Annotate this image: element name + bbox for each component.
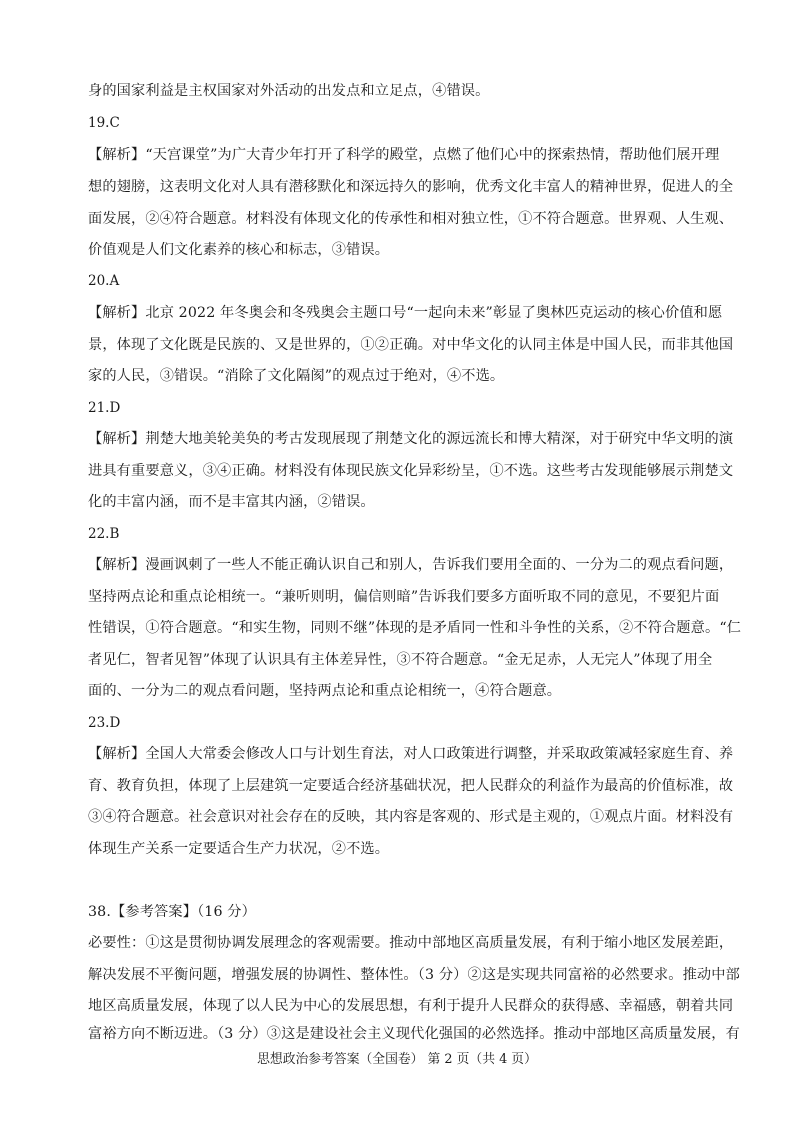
text-line: 地区高质量发展，体现了以人民为中心的发展思想，有利于提升人民群众的获得感、幸福感，朝着共同 (88, 998, 734, 1014)
text-line: 者见仁，智者见智”体现了认识具有主体差异性，③不符合题意。“金无足赤，人无完人”体现了用全 (88, 652, 713, 668)
section-heading: 38.【参考答案】（16 分） (88, 904, 256, 920)
text-line: 富裕方向不断迈进。（3 分）③这是建设社会主义现代化强国的必然选择。推动中部地区高质量发展，有 (88, 1026, 740, 1042)
text-line: 【解析】漫画讽刺了一些人不能正确认识自己和别人，告诉我们要用全面的、一分为二的观点看问题， (88, 557, 734, 573)
question-number: 20.A (88, 273, 120, 289)
text-line: ③④符合题意。社会意识对社会存在的反映，其内容是客观的、形式是主观的，①观点片面。材料没有 (88, 809, 734, 825)
text-line: 必要性：①这是贯彻协调发展理念的客观需要。推动中部地区高质量发展，有利于缩小地区发展差距， (88, 935, 734, 951)
text-line: 化的丰富内涵，而不是丰富其内涵，②错误。 (88, 494, 375, 510)
text-line: 进具有重要意义，③④正确。材料没有体现民族文化异彩纷呈，①不选。这些考古发现能够展示荆楚文 (88, 463, 734, 479)
page-footer: 思想政治参考答案（全国卷） 第 2 页（共 4 页） (257, 1052, 537, 1067)
text-line: 性错误，①符合题意。“和实生物，同则不继”体现的是矛盾同一性和斗争性的关系，②不符合题意。“仁 (88, 620, 742, 636)
text-line: 【解析】荆楚大地美轮美奂的考古发现展现了荆楚文化的源远流长和博大精深，对于研究中华文明的演 (88, 431, 734, 447)
text-line: 身的国家利益是主权国家对外活动的出发点和立足点，④错误。 (88, 83, 490, 99)
question-number: 23.D (88, 715, 121, 731)
text-line: 面的、一分为二的观点看问题，坚持两点论和重点论相统一，④符合题意。 (88, 683, 562, 699)
text-line: 价值观是人们文化素养的核心和标志，③错误。 (88, 242, 390, 258)
text-line: 【解析】北京 2022 年冬奥会和冬残奥会主题口号“一起向未来”彰显了奥林匹克运动的核心价值和愿 (88, 305, 723, 321)
text-line: 体现生产关系一定要适合生产力状况，②不选。 (88, 841, 390, 857)
text-line: 【解析】全国人大常委会修改人口与计划生育法，对人口政策进行调整，并采取政策减轻家庭生育、养 (88, 746, 734, 762)
text-line: 【解析】“天宫课堂”为广大青少年打开了科学的殿堂，点燃了他们心中的探索热情，帮助他们展开理 (88, 147, 720, 163)
text-line: 育、教育负担，体现了上层建筑一定要适合经济基础状况，把人民群众的利益作为最高的价值标准，故 (88, 778, 734, 794)
text-line: 景，体现了文化既是民族的、又是世界的，①②正确。对中华文化的认同主体是中国人民，而非其他国 (88, 337, 734, 353)
question-number: 21.D (88, 400, 121, 416)
question-number: 19.C (88, 115, 120, 131)
text-line: 想的翅膀，这表明文化对人具有潜移默化和深远持久的影响，优秀文化丰富人的精神世界，促进人的全 (88, 179, 734, 195)
text-line: 家的人民，③错误。“消除了文化隔阂”的观点过于绝对，④不选。 (88, 368, 505, 384)
text-line: 解决发展不平衡问题，增强发展的协调性、整体性。（3 分）②这是实现共同富裕的必然要求。推动中部 (88, 967, 740, 983)
text-line: 坚持两点论和重点论相统一。“兼听则明，偏信则暗”告诉我们要多方面听取不同的意见，不要犯片面 (88, 589, 720, 605)
text-line: 面发展，②④符合题意。材料没有体现文化的传承性和相对独立性，①不符合题意。世界观、人生观、 (88, 211, 734, 227)
question-number: 22.B (88, 526, 120, 542)
